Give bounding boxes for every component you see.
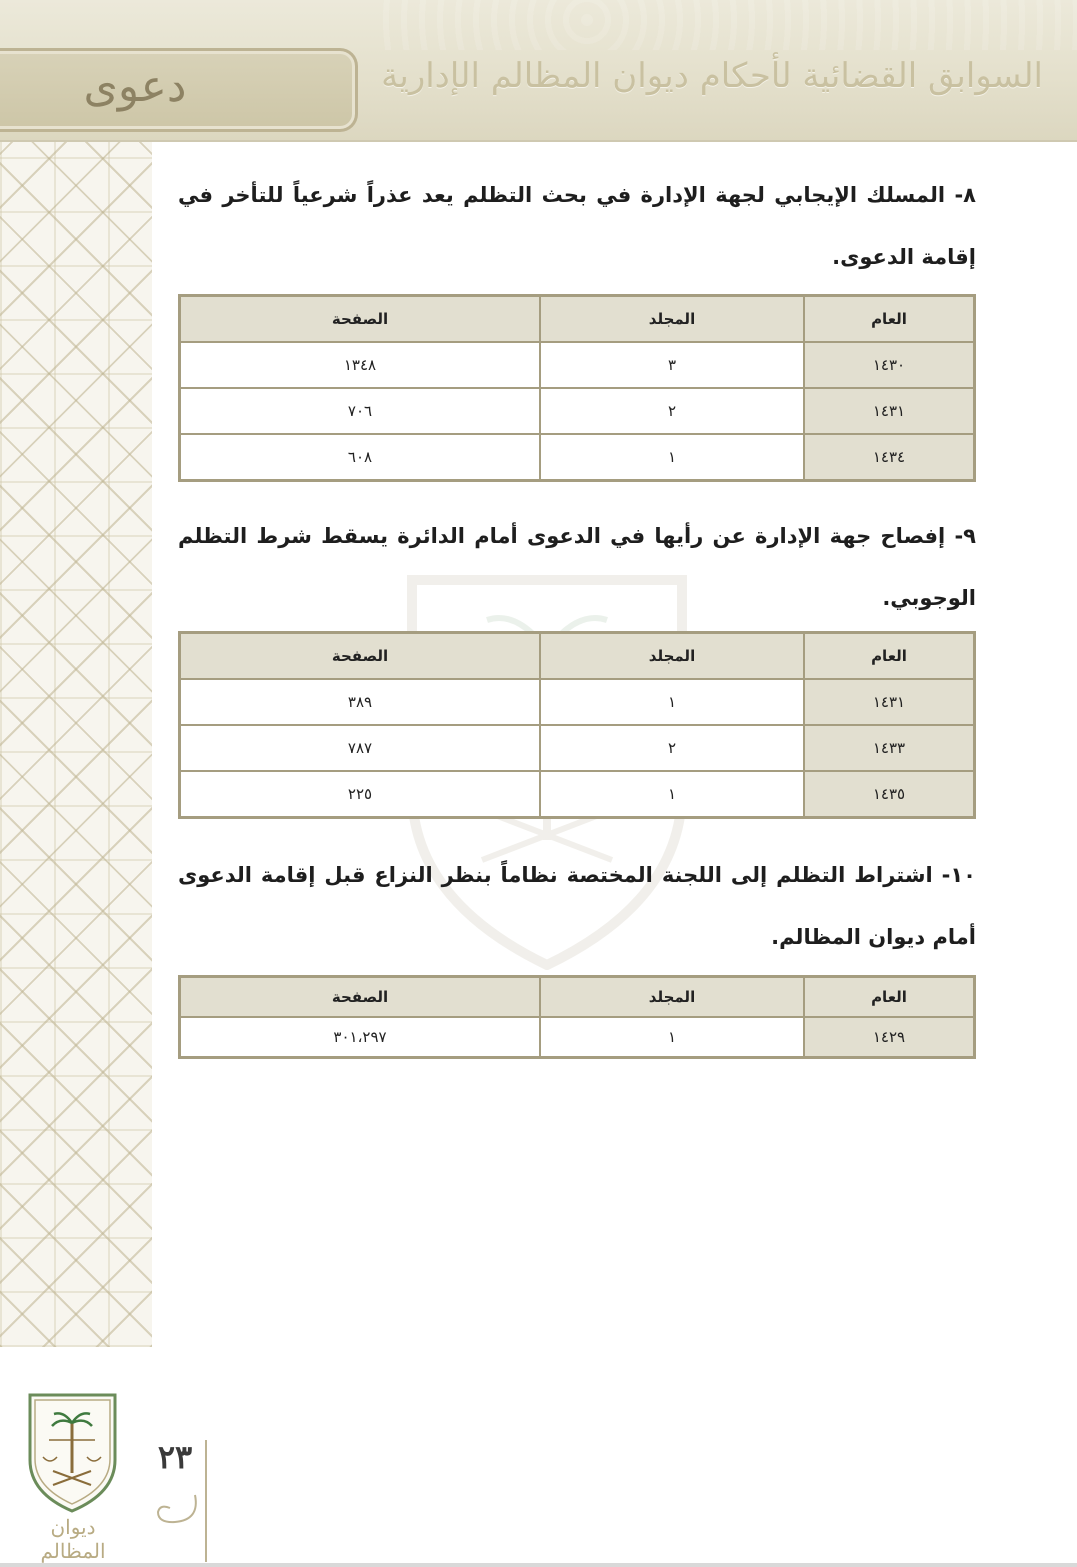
table-row bbox=[180, 679, 975, 725]
cell-volume: ١ bbox=[540, 1017, 804, 1058]
cell-page: ٣٨٩ bbox=[180, 679, 541, 725]
section-tab bbox=[0, 48, 358, 132]
section-8-heading: ٨- المسلك الإيجابي لجهة الإدارة في بحث التظلم يعد عذراً شرعياً للتأخر في إقامة الدعوى. bbox=[178, 183, 976, 269]
column-header-page: الصفحة bbox=[180, 296, 541, 343]
section-10-heading: ١٠- اشتراط التظلم إلى اللجنة المختصة نظاماً بنظر النزاع قبل إقامة الدعوى أمام ديوان المظالم. bbox=[178, 863, 976, 949]
column-header-volume: المجلد bbox=[540, 296, 804, 343]
table-row bbox=[180, 388, 975, 434]
column-header-page: الصفحة bbox=[180, 633, 541, 680]
section-9-heading: ٩- إفصاح جهة الإدارة عن رأيها في الدعوى أمام الدائرة يسقط شرط التظلم الوجوبي. bbox=[178, 524, 976, 610]
cell-volume: ١ bbox=[540, 679, 804, 725]
cell-volume: ١ bbox=[540, 771, 804, 818]
table-row bbox=[180, 342, 975, 388]
cell-year: ١٤٣٥ bbox=[804, 771, 975, 818]
section-10-table bbox=[178, 975, 976, 1059]
decorative-pattern-strip bbox=[0, 142, 152, 1347]
column-header-volume: المجلد bbox=[540, 977, 804, 1018]
logo-caption: ديوان المظالم bbox=[40, 1515, 106, 1563]
cell-volume: ٣ bbox=[540, 342, 804, 388]
footer-divider bbox=[205, 1440, 207, 1562]
header-ornament bbox=[377, 0, 1077, 50]
cell-volume: ٢ bbox=[540, 388, 804, 434]
cell-page: ٢٢٥ bbox=[180, 771, 541, 818]
cell-page: ٧٠٦ bbox=[180, 388, 541, 434]
page-header bbox=[0, 0, 1077, 142]
column-header-volume: المجلد bbox=[540, 633, 804, 680]
bottom-edge bbox=[0, 1563, 1077, 1567]
column-header-page: الصفحة bbox=[180, 977, 541, 1018]
cell-year: ١٤٣٠ bbox=[804, 342, 975, 388]
diwan-emblem-logo bbox=[25, 1385, 120, 1515]
cell-page: ١٣٤٨ bbox=[180, 342, 541, 388]
section-label: دعوى bbox=[83, 61, 187, 112]
cell-page: ٧٨٧ bbox=[180, 725, 541, 771]
cell-page: ٦٠٨ bbox=[180, 434, 541, 481]
cell-year: ١٤٣٤ bbox=[804, 434, 975, 481]
column-header-year: العام bbox=[804, 633, 975, 680]
book-title: السوابق القضائية لأحكام ديوان المظالم الإدارية bbox=[381, 56, 1043, 96]
cell-year: ١٤٣٣ bbox=[804, 725, 975, 771]
cell-year: ١٤٣١ bbox=[804, 388, 975, 434]
page-number: ٢٣ bbox=[157, 1438, 193, 1476]
table-row bbox=[180, 771, 975, 818]
cell-page: ٣٠١،٢٩٧ bbox=[180, 1017, 541, 1058]
flourish-icon bbox=[150, 1490, 200, 1530]
table-row bbox=[180, 725, 975, 771]
table-row bbox=[180, 1017, 975, 1058]
cell-year: ١٤٣١ bbox=[804, 679, 975, 725]
section-8-table bbox=[178, 294, 976, 482]
cell-year: ١٤٢٩ bbox=[804, 1017, 975, 1058]
section-9-table bbox=[178, 631, 976, 819]
column-header-year: العام bbox=[804, 296, 975, 343]
table-row bbox=[180, 434, 975, 481]
column-header-year: العام bbox=[804, 977, 975, 1018]
cell-volume: ١ bbox=[540, 434, 804, 481]
cell-volume: ٢ bbox=[540, 725, 804, 771]
